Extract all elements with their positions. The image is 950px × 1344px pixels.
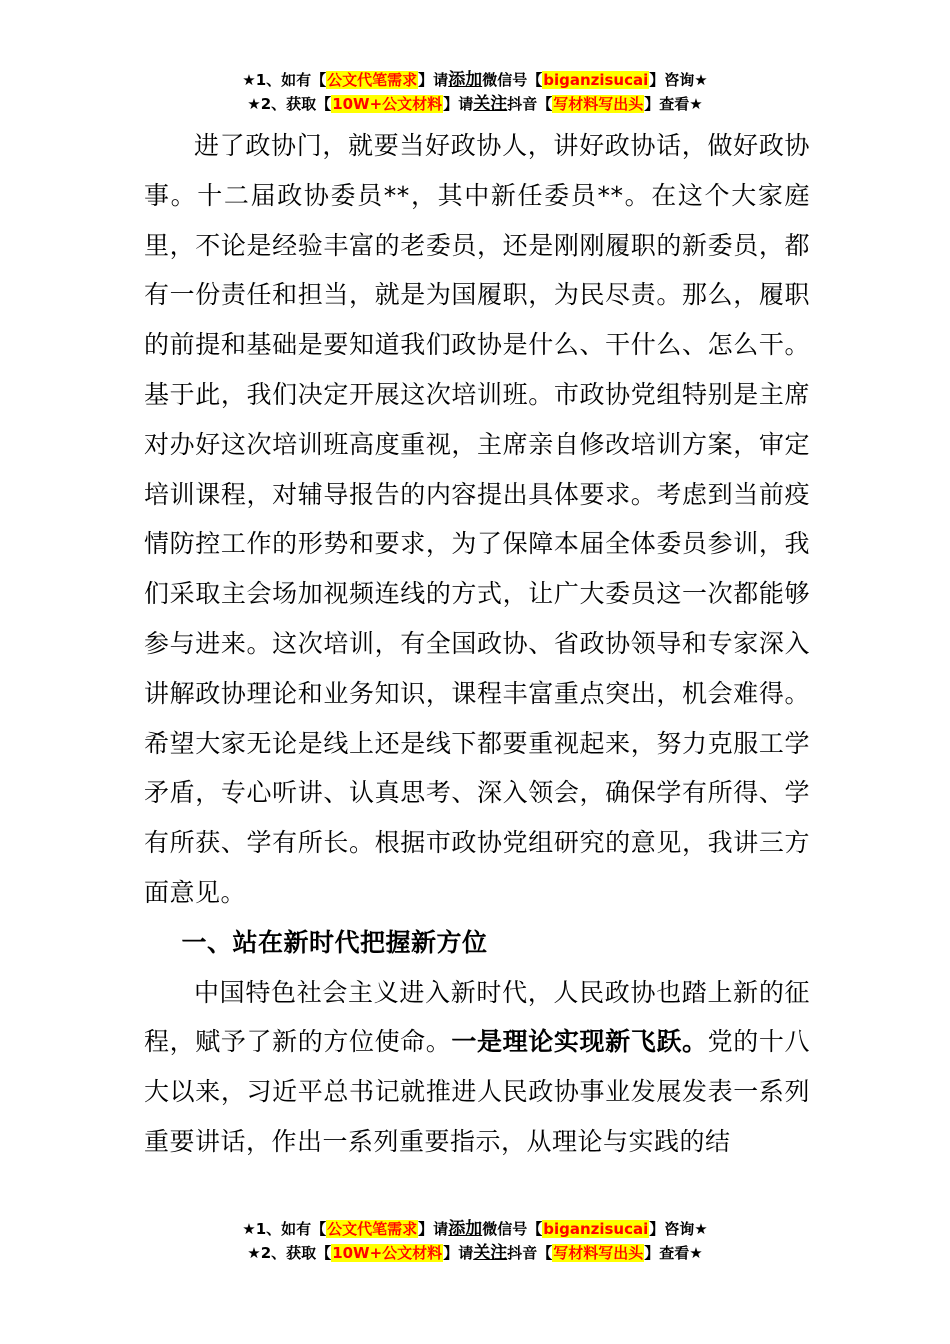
section-heading-1: 一、站在新时代把握新方位 [181,927,488,957]
banner-line-1: ★1、如有【公文代笔需求】请添加微信号【biganzisucai】咨询★ [242,1219,708,1239]
highlight-service: 公文代笔需求 [327,71,418,89]
highlight-douyin-id: 写材料写出头 [553,1244,644,1262]
bold-point-1: 一是理论实现新飞跃。 [451,1027,708,1057]
banner-line-1: ★1、如有【公文代笔需求】请添加微信号【biganzisucai】咨询★ [242,70,708,90]
highlight-service: 公文代笔需求 [327,1220,418,1238]
header-banner [0,68,950,116]
highlight-wechat-id: biganzisucai [543,1220,649,1238]
highlight-douyin-id: 写材料写出头 [553,95,644,113]
highlight-materials: 10W+公文材料 [332,95,443,113]
highlight-materials: 10W+公文材料 [332,1244,443,1262]
banner-line-2: ★2、获取【10W+公文材料】请关注抖音【写材料写出头】查看★ [247,1243,703,1263]
banner-line-2: ★2、获取【10W+公文材料】请关注抖音【写材料写出头】查看★ [247,94,703,114]
highlight-wechat-id: biganzisucai [543,71,649,89]
footer-banner [0,1217,950,1265]
paragraph-section-1: 中国特色社会主义进入新时代，人民政协也踏上新的征程，赋予了新的方位使命。一是理论实现新飞跃。党的十八大以来，习近平总书记就推进人民政协事业发展发表一系列重要讲话，作出一系列重要指示，从理论与实践的结 [144,977,810,1156]
document-body [144,121,810,1167]
paragraph-intro: 进了政协门，就要当好政协人，讲好政协话，做好政协事。十二届政协委员**，其中新任委员**。在这个大家庭里，不论是经验丰富的老委员，还是刚刚履职的新委员，都有一份责任和担当，就是为国履职，为民尽责。那么，履职的前提和基础是要知道我们政协是什么、干什么、怎么干。基于此，我们决定开展这次培训班。市政协党组特别是主席对办好这次培训班高度重视，主席亲自修改培训方案，审定培训课程，对辅导报告的内容提出具体要求。考虑到当前疫情防控工作的形势和要求，为了保障本届全体委员参训，我们采取主会场加视频连线的方式，让广大委员这一次都能够参与进来。这次培训，有全国政协、省政协领导和专家深入讲解政协理论和业务知识，课程丰富重点突出，机会难得。希望大家无论是线上还是线下都要重视起来，努力克服工学矛盾，专心听讲、认真思考、深入领会，确保学有所得、学有所获、学有所长。根据市政协党组研究的意见，我讲三方面意见。 [144,131,810,907]
